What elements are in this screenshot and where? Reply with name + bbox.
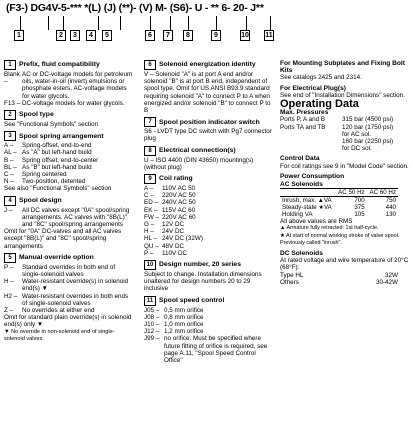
section-number: 3: [4, 131, 16, 141]
pressure-port: [280, 138, 342, 145]
section-note: Omit for standard plain override(s) in solenoid end(s) only ▼: [4, 314, 132, 329]
code-box-10: 10: [241, 32, 249, 39]
option-key: H2 –: [4, 292, 18, 300]
option-value: 0,5 mm orifice: [164, 306, 204, 314]
option-key: HL –: [144, 235, 158, 243]
option-value: 0,8 mm orifice: [164, 313, 204, 321]
table-row: [280, 197, 398, 205]
table-cell: 105: [354, 211, 365, 219]
option-key: H –: [144, 228, 154, 236]
section-title: Design number, 20 series: [159, 261, 241, 269]
pressure-value: for DC sol.: [342, 145, 372, 153]
section-title: Solenoid energization identity: [159, 61, 256, 69]
pressure-value: 315 bar (4500 psi): [342, 116, 394, 124]
section-indicator-switch: [144, 117, 272, 142]
dc-text: At rated voltage and wire temperature of 20°C (68°F):: [280, 257, 409, 272]
model-code: (F3-) DG4V-5-*** *(L) (J) (**)- (V) M- (S6)- U - ** 6- 20- J**: [6, 2, 264, 14]
section-number: 10: [144, 260, 156, 270]
section-spool-type: [4, 110, 134, 128]
option-key: J08 –: [144, 313, 160, 321]
section-spool-design: [4, 196, 134, 250]
option-value: 240V AC 50: [162, 199, 196, 207]
option-key: F13 –: [4, 99, 21, 107]
option-key: B –: [4, 156, 14, 164]
table-cell: 750: [385, 197, 396, 205]
pressure-value: for AC sol.: [342, 130, 372, 138]
option-value: 110V AC 50: [162, 185, 196, 193]
section-title: Coil rating: [159, 175, 193, 183]
dc-solenoids-heading: DC Solenoids: [280, 250, 323, 258]
dc-type: Type HL: [280, 271, 304, 279]
section-title: Spool type: [19, 111, 54, 119]
option-key: ED –: [144, 199, 158, 207]
max-pressures-heading: Max. Pressures: [280, 109, 329, 117]
option-value: 24V DC: [162, 228, 185, 236]
option-value: As "A" but left-hand build: [22, 149, 92, 157]
option-key: AL –: [4, 149, 17, 157]
section-text: S6 - LVDT type DC switch with Pg7 connector plug: [144, 128, 272, 143]
section-number: 4: [4, 196, 16, 206]
section-title: Prefix, fluid compatibility: [19, 61, 100, 69]
option-key: Blank –: [4, 71, 20, 86]
option-key: EK –: [144, 206, 158, 214]
pressure-port: Ports TA and TB: [280, 123, 326, 131]
option-key: A –: [4, 142, 14, 150]
section-electrical: [144, 146, 272, 171]
table-cell: Inrush, max. ▲VA: [282, 197, 332, 205]
section-energization: [144, 60, 272, 114]
plugs-text: See end of "Installation Dimensions" section.: [280, 91, 405, 99]
option-value: Spring offset, end-to-center: [22, 156, 99, 164]
code-box-5: 5: [102, 30, 112, 41]
code-box-4: 4: [86, 30, 96, 41]
control-data-heading: Control Data: [280, 155, 320, 163]
option-value: Two-position, detented: [22, 178, 86, 186]
section-title: Spool spring arrangement: [19, 132, 104, 140]
pressure-value: 120 bar (1750 psi): [342, 123, 394, 131]
section-title: Manual override option: [19, 254, 94, 262]
option-value: 115V AC 60: [162, 206, 196, 214]
option-key: FW –: [144, 213, 160, 221]
section-number: 7: [144, 117, 156, 127]
section-coil-rating: [144, 174, 272, 257]
option-key: J12 –: [144, 328, 160, 336]
table-cell: 375: [354, 204, 365, 212]
section-text: U – ISO 4400 (DIN 43650) mounting(s) (without plug): [144, 156, 254, 171]
option-value: All DC valves except "0A" spool/spring arrangements. AC valves with "8B(L)" and "8C" spool/spring arrangements: [22, 206, 130, 229]
option-key: J05 –: [144, 306, 160, 314]
section-number: 11: [144, 296, 156, 306]
option-value: 48V DC: [162, 242, 185, 250]
option-key: N –: [4, 178, 14, 186]
footnote: ▼ No override in non-solenoid end of single-solenoid valves.: [4, 328, 115, 342]
section-number: 5: [4, 253, 16, 263]
option-value: 110V DC: [162, 249, 188, 257]
middle-column: [144, 60, 272, 367]
footnote: ▲ Armature fully retracted: 1st half-cycle.: [280, 225, 379, 232]
section-prefix: [4, 60, 134, 107]
table-cell: 700: [354, 197, 365, 205]
plugs-heading: For Electrical Plug(s): [280, 84, 346, 92]
option-key: H –: [4, 278, 14, 286]
section-title: Spool position indicator switch: [159, 118, 260, 126]
power-consumption-heading: Power Consumption: [280, 172, 345, 180]
pressure-port: [280, 145, 342, 152]
ac-note: All above values are RMS: [280, 218, 353, 226]
section-text: V – Solenoid "A" is at port A end and/or solenoid "B" is at port B end, independent of spool type. Omit for US ANSI B93.9 standard requiring solenoid "A" to connect P to A when energized and/or solenoid "B" to connect P to B: [144, 71, 271, 115]
section-number: 1: [4, 60, 16, 70]
table-header-cell: AC 60 Hz: [369, 189, 396, 197]
option-value: 220V AC 60: [162, 213, 196, 221]
section-text: Subject to change. Installation dimensions unaltered for design numbers 20 to 29 inclusive: [144, 271, 262, 293]
section-title: Electrical connection(s): [159, 147, 236, 155]
option-value: no orifice. Must be specified where future fitting of orifice is required, see page A.11, "Spool Speed Control Office": [164, 335, 268, 365]
option-value: Standard overrides in both end of single-solenoid valves: [22, 263, 116, 279]
code-box-7: 7: [163, 30, 173, 41]
option-value: 24V DC (32W): [162, 235, 203, 243]
option-value: 12V DC: [162, 221, 185, 229]
table-cell: 440: [385, 204, 396, 212]
code-box-11: 11: [265, 32, 273, 39]
option-value: Water-resistant overrides in both ends of single-solenoid valves: [22, 292, 129, 307]
section-text: See "Functional Symbols" section: [4, 121, 99, 129]
code-box-6: 6: [145, 30, 155, 41]
option-value: 1,0 mm orifice: [164, 321, 204, 329]
section-title: Spool design: [19, 197, 62, 205]
dc-value: 30-42W: [375, 278, 398, 286]
section-note: See also "Functional Symbols" section: [4, 185, 112, 193]
option-key: C –: [4, 171, 14, 179]
right-column: [280, 60, 410, 286]
section-number: 9: [144, 174, 156, 184]
option-key: QU –: [144, 242, 159, 250]
option-key: Z –: [4, 307, 14, 315]
code-box-8: 8: [183, 30, 193, 41]
code-box-2: 2: [56, 30, 66, 41]
table-row: [280, 204, 398, 211]
section-number: 6: [144, 60, 156, 70]
option-value: As "B" but left-hand build: [22, 163, 92, 171]
section-design-number: [144, 260, 272, 293]
option-key: C –: [144, 192, 154, 200]
ac-power-table: [280, 188, 398, 218]
option-key: A –: [144, 185, 154, 193]
control-data-text: For coil ratings see 9 in "Model Code" section.: [280, 162, 409, 170]
option-key: J –: [4, 206, 13, 214]
section-manual-override: [4, 253, 134, 343]
option-value: AC or DC-voltage models for petroleum oils, water-in-oil (invert) emulsions or phosphate esters. AC-voltage models for water glycols.: [22, 71, 133, 100]
table-header: [280, 189, 398, 197]
section-number: 2: [4, 110, 16, 120]
section-spool-speed: [144, 296, 272, 365]
pressure-port: Ports P, A and B: [280, 116, 326, 124]
option-key: BL –: [4, 163, 17, 171]
option-key: P –: [4, 263, 14, 271]
dc-value: 32W: [385, 271, 398, 279]
option-value: No overrides at either end: [22, 307, 95, 315]
option-key: J99 –: [144, 335, 160, 343]
option-value: Spring-offset, end-to-end: [22, 142, 92, 150]
section-title: Spool speed control: [159, 297, 225, 305]
option-key: G –: [144, 221, 155, 229]
table-header-cell: [280, 189, 335, 197]
model-code-boxes: [0, 30, 413, 46]
code-box-1: 1: [14, 30, 24, 41]
section-spring: [4, 131, 134, 192]
pressure-port: [280, 131, 342, 138]
option-key: J10 –: [144, 321, 160, 329]
pressure-value: 160 bar (2250 psi): [342, 138, 394, 146]
table-header-cell: AC 50 Hz: [338, 189, 365, 197]
option-key: P –: [144, 249, 154, 257]
table-cell: Steady-state ★VA: [282, 204, 332, 212]
option-value: Water-resistant override(s) in solenoid end(s) ▼: [22, 278, 129, 293]
ac-solenoids-heading: AC Solenoids: [280, 181, 323, 189]
subplates-text: See catalogs 2425 and 2314.: [280, 74, 362, 82]
subplates-heading: For Mounting Subplates and Fixing Bolt Kits: [280, 60, 405, 75]
option-value: 220V AC 50: [162, 192, 196, 200]
table-row: [280, 211, 398, 218]
footnote: ★ At start of normal working stroke of valve spool. Previously called "inrush".: [280, 232, 400, 246]
code-box-3: 3: [70, 30, 80, 41]
left-column: [4, 60, 134, 346]
operating-data-title: Operating Data: [280, 98, 359, 111]
section-note: Omit for "0A" DC-valves and all AC valves except "8B(L)" and "8C" spool/spring arrangements: [4, 228, 122, 250]
section-number: 8: [144, 146, 156, 156]
option-value: Spring centered: [22, 171, 67, 179]
option-value: 1,2 mm orifice: [164, 328, 204, 336]
option-value: DC-voltage models for water glycols.: [22, 99, 125, 107]
table-cell: 130: [385, 211, 396, 219]
code-box-9: 9: [211, 30, 221, 41]
dc-type: Others: [280, 278, 299, 286]
table-cell: Holding VA: [282, 211, 313, 219]
